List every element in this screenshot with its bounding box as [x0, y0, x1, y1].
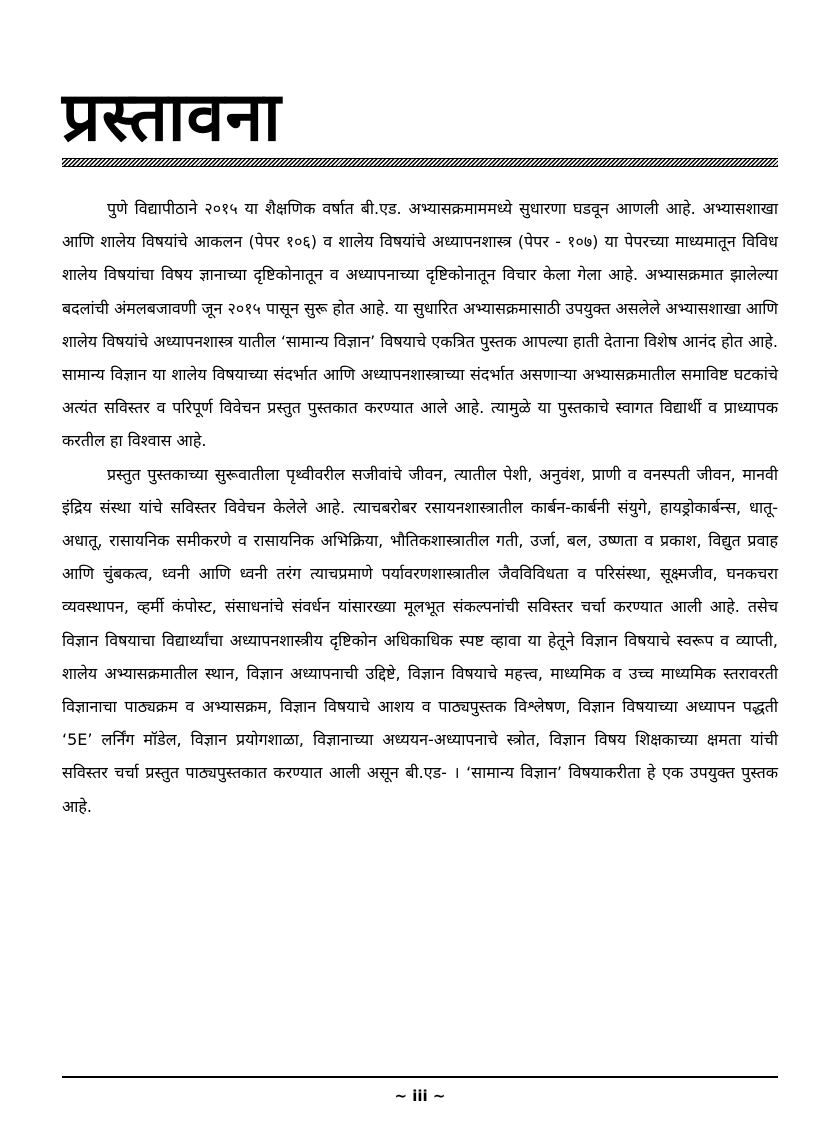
page-number: ~ iii ~ [394, 1087, 446, 1105]
title-underline-rule [62, 158, 778, 167]
paragraph-2: प्रस्तुत पुस्तकाच्या सुरूवातीला पृथ्वीवरील सजीवांचे जीवन, त्यातील पेशी, अनुवंश, प्राणी व वनस्पती जीवन, मानवी इंद्रिय संस्था यांचे सविस्तर विवेचन केलेले आहे. त्याचबरोबर रसायनशास्त्रातील कार्बन-कार्बनी संयुगे, हायड्रोकार्बन्स, धातू-अधातू, रासायनिक समीकरणे व रासायनिक अभिक्रिया, भौतिकशास्त्रातील गती, उर्जा, बल, उष्णता व प्रकाश, विद्युत प्रवाह आणि चुंबकत्व, ध्वनी आणि ध्वनी तरंग त्याचप्रमाणे पर्यावरणशास्त्रातील जैवविविधता व परिसंस्था, सूक्ष्मजीव, घनकचरा व्यवस्थापन, व्हर्मी कंपोस्ट, संसाधनांचे संवर्धन यांसारख्या मूलभूत संकल्पनांची सविस्तर चर्चा करण्यात आली आहे. तसेच विज्ञान विषयाचा विद्यार्थ्यांचा अध्यापनशास्त्रीय दृष्टिकोन अधिकाधिक स्पष्ट व्हावा या हेतूने विज्ञान विषयाचे स्वरूप व व्याप्ती, शालेय अभ्यासक्रमातील स्थान, विज्ञान अध्यापनाची उद्दिष्टे, विज्ञान विषयाचे महत्त्व, माध्यमिक व उच्च माध्यमिक स्तरावरती विज्ञानाचा पाठ्यक्रम व अभ्यासक्रम, विज्ञान विषयाचे आशय व पाठ्यपुस्तक विश्लेषण, विज्ञान विषयाच्या अध्यापन पद्धती ‘5E’ लर्निंग मॉडेल, विज्ञान प्रयोगशाळा, विज्ञानाच्या अध्ययन-अध्यापनाचे स्त्रोत, विज्ञान विषय शिक्षकाच्या क्षमता यांची सविस्तर चर्चा प्रस्तुत पाठ्यपुस्तकात करण्यात आली असून बी.एड- । ‘सामान्य विज्ञान’ विषयाकरीता हे एक उपयुक्त पुस्तक आहे. [62, 464, 778, 816]
page-title: प्रस्तावना [62, 78, 282, 157]
paragraph-1: पुणे विद्यापीठाने २०१५ या शैक्षणिक वर्षात बी.एड. अभ्यासक्रमाममध्ये सुधारणा घडवून आणली आहे. अभ्यासशाखा आणि शालेय विषयांचे आकलन (पेपर १०६) व शालेय विषयांचे अध्यापनशास्त्र (पेपर - १०७) या पेपरच्या माध्यमातून विविध शालेय विषयांचा विषय ज्ञानाच्या दृष्टिकोनातून व अध्यापनाच्या दृष्टिकोनातून विचार केला गेला आहे. अभ्यासक्रमात झालेल्या बदलांची अंमलबजावणी जून २०१५ पासून सुरू होत आहे. या सुधारित अभ्यासक्रमासाठी उपयुक्त असलेले अभ्यासशाखा आणि शालेय विषयांचे अध्यापनशास्त्र यातील ‘सामान्य विज्ञान’ विषयाचे एकत्रित पुस्तक आपल्या हाती देताना विशेष आनंद होत आहे. सामान्य विज्ञान या शालेय विषयाच्या संदर्भात आणि अध्यापनशास्त्राच्या संदर्भात असणाऱ्या अभ्यासक्रमातील समाविष्ट घटकांचे अत्यंत सविस्तर व परिपूर्ण विवेचन प्रस्तुत पुस्तकात करण्यात आले आहे. त्यामुळे या पुस्तकाचे स्वागत विद्यार्थी व प्राध्यापक करतील हा विश्वास आहे. [62, 199, 778, 451]
footer-rule [62, 1076, 778, 1078]
body-text [62, 192, 778, 823]
